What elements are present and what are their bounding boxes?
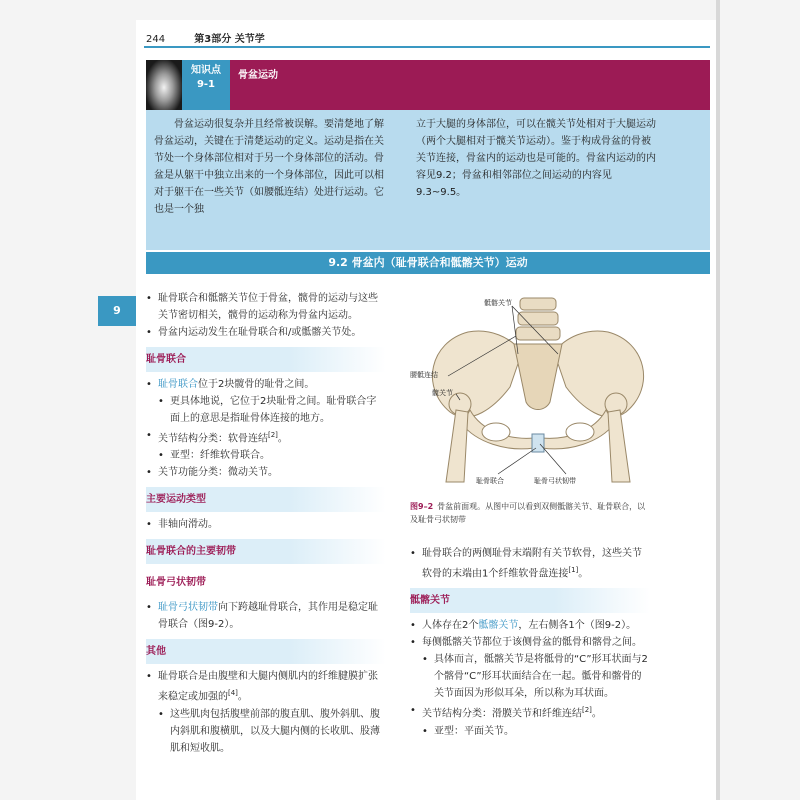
list-item bbox=[146, 376, 386, 393]
heading-main-ligaments: 耻骨联合的主要韧带 bbox=[146, 539, 386, 564]
figure-number: 图9–2 bbox=[410, 502, 434, 511]
list-text: ，左右侧各1个（图9-2）。 bbox=[518, 620, 637, 632]
heading-sacroiliac-joint: 骶髂关节 bbox=[410, 588, 650, 613]
citation: [4] bbox=[228, 689, 238, 698]
figure-caption-text: 骨盆前面观。从图中可以看到双侧骶髂关节、耻骨联合，以及耻骨弓状韧带 bbox=[410, 502, 646, 524]
header-rule bbox=[144, 46, 710, 48]
symphysis-list bbox=[146, 376, 386, 481]
list-item bbox=[410, 545, 650, 582]
knowledge-point-tag-number: 9-1 bbox=[196, 79, 216, 90]
knowledge-point-text-right: 立于大腿的身体部位，可以在髋关节处相对于大腿运动（两个大腿相对于髋关节运动）。鉴于构成骨盆的骨被关节连接，骨盆内的运动也是可能的。骨盆内运动的内容见9.2；骨盆和相邻部位之间运动的内容见9.3~9.5。 bbox=[416, 119, 656, 198]
knowledge-point-tag bbox=[182, 60, 230, 110]
page-number: 244 bbox=[146, 34, 166, 45]
list-text: 人体存在2个 bbox=[422, 620, 479, 632]
citation: [1] bbox=[568, 566, 579, 574]
figure-caption bbox=[410, 500, 648, 526]
intro-list bbox=[146, 290, 386, 341]
heading-pubic-symphysis: 耻骨联合 bbox=[146, 347, 386, 372]
label-sacroiliac-joint: 骶髂关节 bbox=[484, 299, 512, 307]
term-link[interactable]: 耻骨联合 bbox=[158, 379, 198, 390]
heading-motion-types: 主要运动类型 bbox=[146, 487, 386, 512]
list-item: • 骨盆内运动发生在耻骨联合和/或骶髂关节处。 bbox=[146, 324, 386, 341]
running-header bbox=[146, 30, 265, 45]
knowledge-point-text-left: 骨盆运动很复杂并且经常被误解。要清楚地了解骨盆运动，关键在于清楚运动的定义。运动是指在关节处一个身体部位相对于另一个身体部位的活动。骨盆是从躯干中独立出来的一个身体部位，因此可以相对于躯干在一些关节（如腰骶连结）处进行运动。它也是一个独 bbox=[154, 119, 384, 215]
knowledge-point-tag-label: 知识点 bbox=[191, 65, 221, 76]
part-title: 第3部分 关节学 bbox=[194, 34, 265, 45]
knowledge-point-box bbox=[146, 110, 710, 250]
list-text-end: 。 bbox=[277, 433, 288, 445]
list-subitem: • 更具体地说，它位于2块耻骨之间。耻骨联合字面上的意思是指耻骨体连接的地方。 bbox=[146, 393, 386, 427]
list-text: 耻骨联合的两侧耻骨末端附有关节软骨，这些关节软骨的末端由1个纤维软骨盘连接 bbox=[422, 548, 642, 580]
list-text: 向下跨越耻骨联合，其作用是稳定耻骨联合（图9-2）。 bbox=[158, 602, 378, 631]
list-item: • 每侧骶髂关节都位于该侧骨盆的骶骨和髂骨之间。 bbox=[410, 634, 650, 651]
right-column bbox=[410, 545, 650, 740]
list-subitem: • 亚型：平面关节。 bbox=[410, 723, 650, 740]
label-pubic-symphysis: 耻骨联合 bbox=[476, 477, 504, 485]
label-hip-joint: 髋关节 bbox=[432, 389, 453, 397]
label-arcuate-ligament: 耻骨弓状韧带 bbox=[534, 477, 576, 485]
list-text-end: 。 bbox=[578, 568, 589, 580]
list-text: 关节结构分类：软骨连结 bbox=[158, 433, 268, 445]
label-lumbosacral: 腰骶连结 bbox=[410, 371, 438, 379]
list-item: • 关节功能分类：微动关节。 bbox=[146, 464, 386, 481]
list-text: 位于2块髋骨的耻骨之间。 bbox=[198, 379, 315, 390]
list-subitem: • 亚型：纤维软骨联合。 bbox=[146, 447, 386, 464]
citation: [2] bbox=[582, 706, 592, 715]
right-intro-list bbox=[410, 545, 650, 582]
citation: [2] bbox=[268, 431, 278, 439]
list-text: 耻骨联合是由腹壁和大腿内侧肌内的纤维腱膜扩张来稳定或加强的 bbox=[158, 671, 378, 703]
motion-list bbox=[146, 516, 386, 533]
list-text-end: 。 bbox=[237, 691, 248, 703]
heading-arcuate-ligament: 耻骨弓状韧带 bbox=[146, 577, 206, 589]
term-link[interactable]: 耻骨弓状韧带 bbox=[158, 602, 218, 614]
list-item: • 非轴向滑动。 bbox=[146, 516, 386, 533]
page-edge bbox=[716, 0, 720, 800]
other-list bbox=[146, 668, 386, 756]
list-item bbox=[146, 427, 386, 447]
list-text-end: 。 bbox=[591, 708, 602, 720]
list-item: • 耻骨联合和骶髂关节位于骨盆，髋骨的运动与这些关节密切相关，髋骨的运动称为骨盆内运动。 bbox=[146, 290, 386, 324]
list-item bbox=[410, 617, 650, 634]
list-item bbox=[146, 599, 386, 633]
chapter-tab: 9 bbox=[98, 296, 136, 326]
heading-other: 其他 bbox=[146, 639, 386, 664]
list-subitem: • 具体而言，骶髂关节是将骶骨的“C”形耳状面与2个髂骨“C”形耳状面结合在一起。骶骨和髂骨的关节面因为形似耳朵，所以称为耳状面。 bbox=[410, 651, 650, 702]
section-heading: 9.2 骨盆内（耻骨联合和骶髂关节）运动 bbox=[146, 252, 710, 274]
pelvis-xray-thumbnail bbox=[146, 60, 182, 110]
list-text: 关节结构分类：滑膜关节和纤维连结 bbox=[422, 708, 582, 720]
sacroiliac-list bbox=[410, 617, 650, 739]
knowledge-point-title: 骨盆运动 bbox=[238, 70, 278, 81]
list-item bbox=[410, 702, 650, 722]
list-item bbox=[146, 668, 386, 705]
pelvis-figure bbox=[410, 292, 650, 492]
arcuate-list bbox=[146, 599, 386, 633]
term-link[interactable]: 骶髂关节 bbox=[478, 620, 519, 632]
list-subitem: • 这些肌肉包括腹壁前部的腹直肌、腹外斜肌、腹内斜肌和腹横肌，以及大腿内侧的长收肌、股薄肌和短收肌。 bbox=[146, 706, 386, 757]
knowledge-point-bar bbox=[146, 60, 710, 110]
left-column bbox=[146, 290, 386, 757]
